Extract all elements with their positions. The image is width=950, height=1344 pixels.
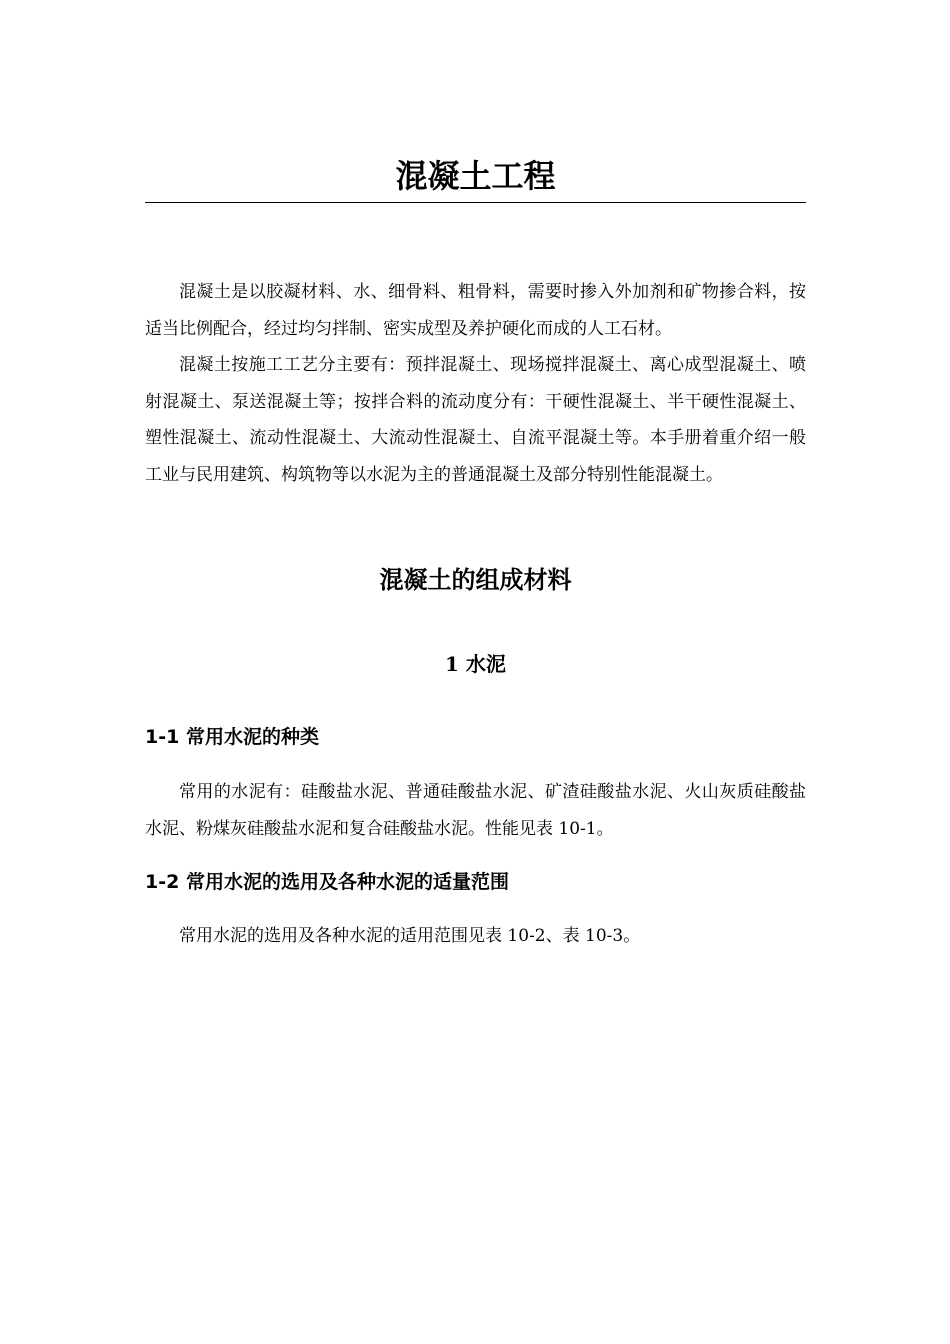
intro-paragraph-definition: 混凝土是以胶凝材料、水、细骨料、粗骨料，需要时掺入外加剂和矿物掺合料，按适当比例配合，经过均匀拌制、密实成型及养护硬化而成的人工石材。 bbox=[145, 282, 806, 339]
paragraph-cement-types: 常用的水泥有：硅酸盐水泥、普通硅酸盐水泥、矿渣硅酸盐水泥、火山灰质硅酸盐水泥、粉煤灰硅酸盐水泥和复合硅酸盐水泥。性能见表 10-1。 bbox=[145, 782, 806, 839]
intro-paragraph-classification: 混凝土按施工工艺分主要有：预拌混凝土、现场搅拌混凝土、离心成型混凝土、喷射混凝土、泵送混凝土等；按拌合料的流动度分有：干硬性混凝土、半干硬性混凝土、塑性混凝土、流动性混凝土、大流动性混凝土、自流平混凝土等。本手册着重介绍一般工业与民用建筑、构筑物等以水泥为主的普通混凝土及部分特别性能混凝土。 bbox=[145, 355, 806, 485]
document-title: 混凝土工程 bbox=[395, 157, 556, 195]
paragraph-cement-selection: 常用水泥的选用及各种水泥的适用范围见表 10-2、表 10-3。 bbox=[179, 926, 641, 946]
heading-cement-selection: 1-2 常用水泥的选用及各种水泥的适量范围 bbox=[145, 871, 509, 893]
title-underline bbox=[145, 202, 806, 203]
heading-cement-types: 1-1 常用水泥的种类 bbox=[145, 726, 319, 748]
intro-section bbox=[145, 274, 806, 493]
document-page bbox=[145, 0, 806, 1344]
section-title: 混凝土的组成材料 bbox=[379, 566, 572, 594]
subsection-title: 1 水泥 bbox=[445, 652, 506, 676]
